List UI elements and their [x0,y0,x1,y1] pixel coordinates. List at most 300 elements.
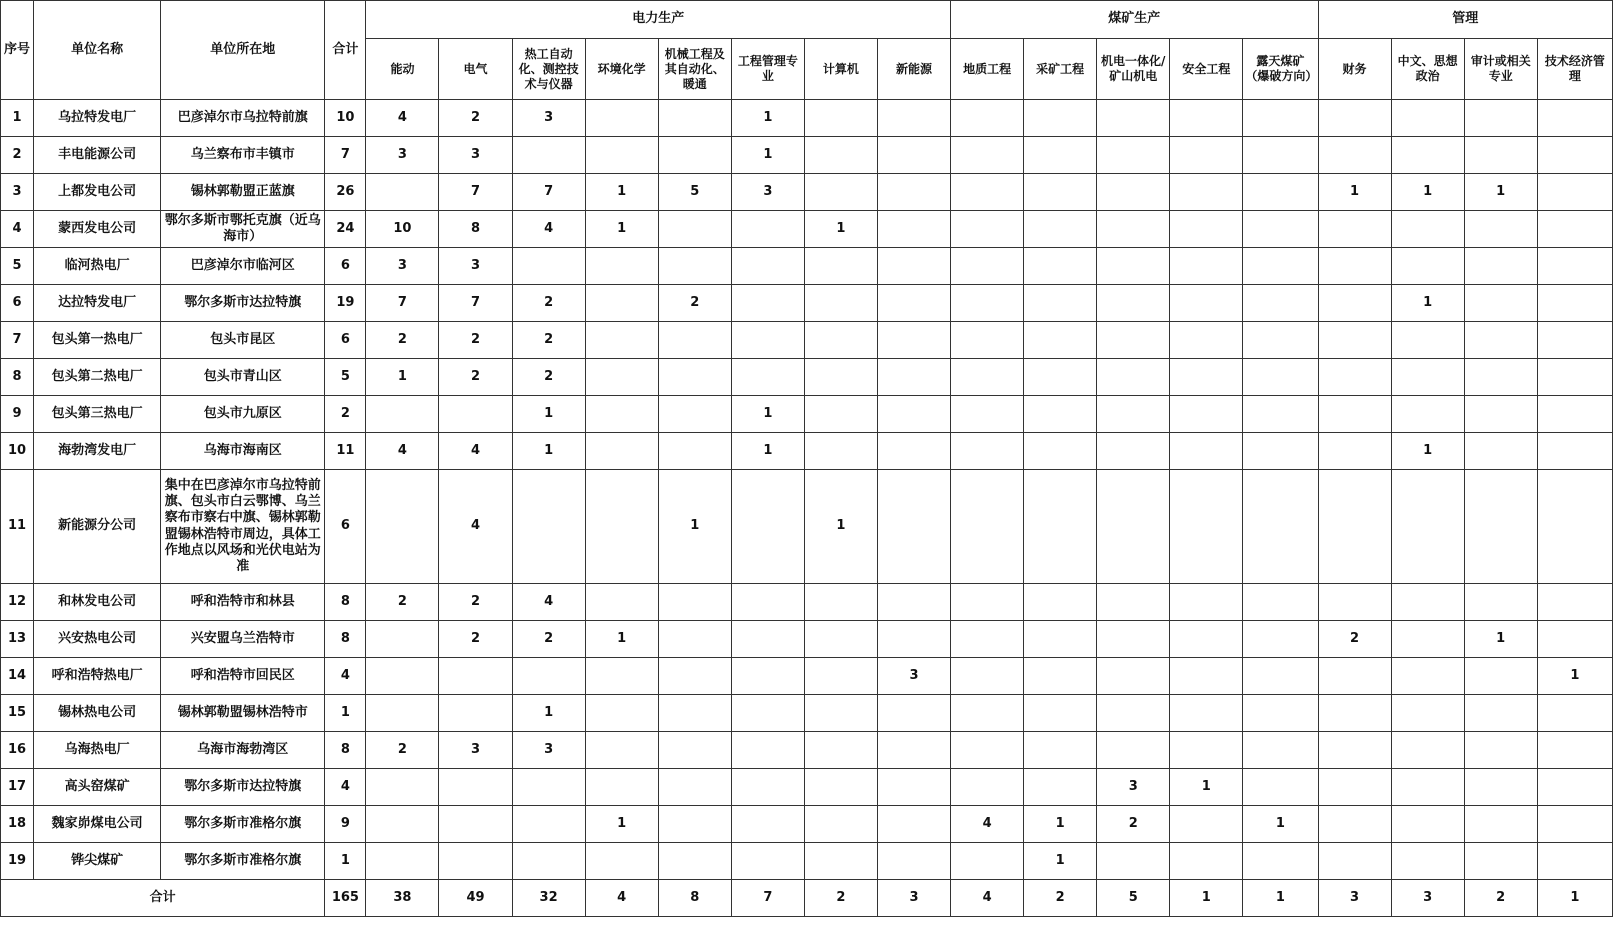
cell-seq: 12 [1,584,34,621]
cell-count [1537,470,1612,584]
cell-count [1391,322,1464,359]
cell-count [658,322,731,359]
cell-count: 1 [585,174,658,211]
cell-count [439,396,512,433]
cell-count [731,322,804,359]
cell-count [1243,285,1318,322]
cell-count [731,584,804,621]
cell-total: 6 [325,470,366,584]
total-count: 4 [951,880,1024,917]
cell-count [1391,470,1464,584]
header-column: 地质工程 [951,39,1024,100]
header-column: 能动 [366,39,439,100]
cell-count: 3 [439,248,512,285]
cell-count [877,285,950,322]
table-row [1,843,1613,880]
cell-count [951,137,1024,174]
cell-count: 1 [1243,806,1318,843]
cell-count [1170,584,1243,621]
cell-count [1097,658,1170,695]
cell-count [1097,285,1170,322]
cell-count [1537,174,1612,211]
cell-count [1170,470,1243,584]
cell-location: 呼和浩特市回民区 [161,658,325,695]
cell-count [1024,658,1097,695]
cell-count [1318,843,1391,880]
total-count: 2 [804,880,877,917]
header-unit: 单位名称 [34,1,161,100]
cell-count [512,137,585,174]
cell-count [877,433,950,470]
cell-count [1391,584,1464,621]
cell-seq: 10 [1,433,34,470]
cell-count [1024,174,1097,211]
cell-location: 鄂尔多斯市准格尔旗 [161,843,325,880]
cell-count [1170,806,1243,843]
header-total: 合计 [325,1,366,100]
cell-count [658,584,731,621]
table-row [1,658,1613,695]
cell-count [1391,100,1464,137]
cell-count [1464,843,1537,880]
cell-seq: 18 [1,806,34,843]
cell-seq: 2 [1,137,34,174]
cell-count [1097,433,1170,470]
cell-count [1097,174,1170,211]
total-count: 3 [877,880,950,917]
table-row [1,470,1613,584]
cell-count [1464,470,1537,584]
cell-unit: 高头窑煤矿 [34,769,161,806]
cell-total: 19 [325,285,366,322]
cell-count [1537,359,1612,396]
cell-count [1537,621,1612,658]
header-column: 安全工程 [1170,39,1243,100]
cell-count [1024,285,1097,322]
cell-count: 2 [1097,806,1170,843]
total-count: 4 [585,880,658,917]
cell-location: 集中在巴彦淖尔市乌拉特前旗、包头市白云鄂博、乌兰察布市察右中旗、锡林郭勒盟锡林浩特市周边，具体工作地点以风场和光伏电站为准 [161,470,325,584]
cell-count [585,137,658,174]
table-row [1,322,1613,359]
cell-count [439,658,512,695]
cell-count [1243,769,1318,806]
cell-count: 3 [731,174,804,211]
cell-count [951,100,1024,137]
cell-unit: 临河热电厂 [34,248,161,285]
cell-count [804,806,877,843]
cell-count [1170,843,1243,880]
cell-count: 2 [439,621,512,658]
cell-count [951,658,1024,695]
cell-seq: 13 [1,621,34,658]
cell-count [1170,695,1243,732]
cell-count [585,658,658,695]
cell-count [1243,433,1318,470]
cell-count [1024,584,1097,621]
cell-total: 6 [325,248,366,285]
cell-count [877,806,950,843]
cell-total: 11 [325,433,366,470]
cell-seq: 8 [1,359,34,396]
cell-count [731,621,804,658]
cell-count: 1 [366,359,439,396]
cell-count [439,843,512,880]
cell-count [877,174,950,211]
cell-count [951,695,1024,732]
cell-count [877,100,950,137]
cell-count [1024,359,1097,396]
cell-count: 3 [366,137,439,174]
header-column: 计算机 [804,39,877,100]
cell-total: 26 [325,174,366,211]
cell-count [1537,248,1612,285]
cell-seq: 16 [1,732,34,769]
header-location: 单位所在地 [161,1,325,100]
cell-count: 1 [1024,843,1097,880]
cell-count [1318,584,1391,621]
cell-count: 2 [512,359,585,396]
cell-count [1243,396,1318,433]
header-seq: 序号 [1,1,34,100]
cell-count: 3 [439,137,512,174]
cell-count [1024,433,1097,470]
cell-count [731,695,804,732]
cell-count [1024,322,1097,359]
cell-count: 1 [1464,621,1537,658]
header-column: 技术经济管理 [1537,39,1612,100]
cell-count [585,322,658,359]
cell-count: 1 [731,137,804,174]
cell-count [512,843,585,880]
cell-count [877,695,950,732]
cell-count [1391,658,1464,695]
cell-count: 1 [1170,769,1243,806]
cell-count [1243,174,1318,211]
cell-count: 7 [512,174,585,211]
cell-count [804,396,877,433]
cell-count [1464,658,1537,695]
cell-count [1170,137,1243,174]
cell-count [1464,433,1537,470]
cell-count [1464,359,1537,396]
cell-count [1537,285,1612,322]
cell-count [1464,396,1537,433]
cell-count [1391,621,1464,658]
header-column: 工程管理专业 [731,39,804,100]
cell-count [1170,211,1243,248]
cell-unit: 包头第三热电厂 [34,396,161,433]
cell-count [804,137,877,174]
total-count: 2 [1464,880,1537,917]
cell-seq: 17 [1,769,34,806]
cell-count [1391,248,1464,285]
cell-count [1170,359,1243,396]
cell-count [731,732,804,769]
cell-count [512,658,585,695]
cell-count: 7 [439,285,512,322]
cell-count: 4 [439,470,512,584]
cell-count [731,806,804,843]
header-column: 采矿工程 [1024,39,1097,100]
cell-count [585,433,658,470]
cell-count: 2 [1318,621,1391,658]
cell-count: 2 [439,100,512,137]
cell-count [1537,806,1612,843]
cell-count [1464,211,1537,248]
cell-count: 8 [439,211,512,248]
cell-count [1024,732,1097,769]
cell-total: 8 [325,584,366,621]
cell-count [658,769,731,806]
cell-count: 3 [439,732,512,769]
cell-count [1537,211,1612,248]
cell-unit: 乌海热电厂 [34,732,161,769]
cell-count [1097,396,1170,433]
cell-total: 9 [325,806,366,843]
cell-count [1537,137,1612,174]
cell-count: 1 [512,433,585,470]
cell-count [951,322,1024,359]
cell-count: 1 [585,806,658,843]
cell-count [1097,211,1170,248]
total-count: 8 [658,880,731,917]
cell-count: 4 [951,806,1024,843]
cell-seq: 15 [1,695,34,732]
table-row [1,285,1613,322]
cell-count [1024,100,1097,137]
cell-count [585,359,658,396]
header-column: 审计或相关专业 [1464,39,1537,100]
cell-count: 4 [439,433,512,470]
cell-location: 乌海市海勃湾区 [161,732,325,769]
header-column: 环境化学 [585,39,658,100]
cell-count [1318,211,1391,248]
cell-count [951,211,1024,248]
cell-count [1318,322,1391,359]
cell-count [585,732,658,769]
cell-count: 3 [512,100,585,137]
header-column: 机械工程及其自动化、暖通 [658,39,731,100]
table-row [1,174,1613,211]
cell-count [877,843,950,880]
cell-count [512,248,585,285]
header-column: 机电一体化/矿山机电 [1097,39,1170,100]
cell-count [731,769,804,806]
cell-count [1097,621,1170,658]
cell-count [1537,433,1612,470]
cell-location: 锡林郭勒盟锡林浩特市 [161,695,325,732]
cell-count [1318,100,1391,137]
total-count: 2 [1024,880,1097,917]
table-row [1,396,1613,433]
cell-count [1391,732,1464,769]
cell-count: 2 [366,732,439,769]
cell-unit: 魏家峁煤电公司 [34,806,161,843]
cell-unit: 呼和浩特热电厂 [34,658,161,695]
cell-count [804,285,877,322]
header-column: 新能源 [877,39,950,100]
cell-count [951,359,1024,396]
cell-count [585,285,658,322]
cell-location: 包头市九原区 [161,396,325,433]
cell-count [1391,695,1464,732]
cell-count [1318,470,1391,584]
cell-count [1464,322,1537,359]
cell-count [951,621,1024,658]
cell-count: 1 [658,470,731,584]
cell-count [366,658,439,695]
cell-count [1391,843,1464,880]
cell-count [1097,843,1170,880]
cell-count [731,285,804,322]
cell-count [1024,396,1097,433]
cell-count [1537,100,1612,137]
header-column: 电气 [439,39,512,100]
table-row [1,359,1613,396]
cell-count [658,658,731,695]
cell-location: 巴彦淖尔市乌拉特前旗 [161,100,325,137]
cell-count: 1 [1024,806,1097,843]
cell-count [1097,359,1170,396]
cell-count [804,695,877,732]
cell-count [439,769,512,806]
cell-count [877,769,950,806]
cell-count [1537,769,1612,806]
cell-count: 7 [366,285,439,322]
cell-count: 7 [439,174,512,211]
cell-count [1170,322,1243,359]
cell-count [877,137,950,174]
cell-count [1097,584,1170,621]
table-header [1,1,1613,100]
cell-count [1243,137,1318,174]
cell-count [804,359,877,396]
cell-count: 4 [512,211,585,248]
total-count: 3 [1391,880,1464,917]
cell-count [1318,806,1391,843]
cell-count [1097,322,1170,359]
cell-count [877,322,950,359]
cell-count [512,470,585,584]
cell-count [1243,359,1318,396]
header-group-management: 管理 [1318,1,1613,39]
cell-count [877,248,950,285]
cell-count [804,248,877,285]
cell-count [658,359,731,396]
cell-count [731,843,804,880]
cell-count [658,396,731,433]
cell-count [1464,695,1537,732]
cell-count: 3 [1097,769,1170,806]
cell-count [658,433,731,470]
cell-count [1243,621,1318,658]
cell-count [804,174,877,211]
cell-unit: 锡林热电公司 [34,695,161,732]
table-row [1,248,1613,285]
cell-count [731,658,804,695]
total-count: 7 [731,880,804,917]
cell-count [1537,396,1612,433]
cell-location: 鄂尔多斯市达拉特旗 [161,285,325,322]
cell-count [731,248,804,285]
cell-seq: 1 [1,100,34,137]
cell-count [1391,137,1464,174]
cell-count [658,732,731,769]
cell-count [1097,137,1170,174]
cell-unit: 达拉特发电厂 [34,285,161,322]
cell-count [658,695,731,732]
cell-count [585,769,658,806]
cell-count: 1 [1391,174,1464,211]
cell-unit: 蒙西发电公司 [34,211,161,248]
cell-count [951,174,1024,211]
cell-count [1464,248,1537,285]
cell-count [439,695,512,732]
cell-location: 乌兰察布市丰镇市 [161,137,325,174]
cell-count [804,100,877,137]
cell-count [951,248,1024,285]
cell-count: 1 [512,695,585,732]
grand-total: 165 [325,880,366,917]
total-count: 5 [1097,880,1170,917]
cell-count [1537,843,1612,880]
cell-count: 4 [366,100,439,137]
cell-count [951,732,1024,769]
cell-count [877,396,950,433]
cell-count [585,248,658,285]
cell-count [1024,470,1097,584]
cell-count [804,584,877,621]
cell-count [1024,248,1097,285]
cell-count [1318,769,1391,806]
total-count: 49 [439,880,512,917]
cell-seq: 14 [1,658,34,695]
cell-count [804,433,877,470]
cell-count [1170,621,1243,658]
cell-count [804,732,877,769]
cell-count [1170,100,1243,137]
cell-count [658,100,731,137]
cell-count [658,248,731,285]
cell-total: 6 [325,322,366,359]
total-count: 1 [1243,880,1318,917]
cell-count [1391,211,1464,248]
cell-count [951,285,1024,322]
cell-count: 2 [366,584,439,621]
cell-count: 1 [512,396,585,433]
cell-unit: 包头第二热电厂 [34,359,161,396]
cell-unit: 海勃湾发电厂 [34,433,161,470]
cell-count: 1 [1464,174,1537,211]
cell-count [585,470,658,584]
cell-total: 4 [325,769,366,806]
cell-total: 10 [325,100,366,137]
cell-count [1170,396,1243,433]
cell-total: 1 [325,695,366,732]
cell-total: 8 [325,621,366,658]
cell-seq: 4 [1,211,34,248]
total-row [1,880,1613,917]
cell-count [366,695,439,732]
header-group-row [1,1,1613,39]
table-row [1,137,1613,174]
header-column: 中文、思想政治 [1391,39,1464,100]
cell-count [1243,843,1318,880]
cell-seq: 19 [1,843,34,880]
table-row [1,769,1613,806]
cell-location: 鄂尔多斯市准格尔旗 [161,806,325,843]
